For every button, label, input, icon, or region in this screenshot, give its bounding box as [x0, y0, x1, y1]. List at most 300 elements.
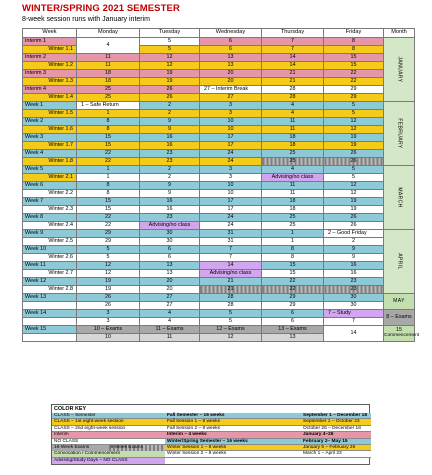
day-cell: 19: [140, 78, 200, 86]
day-cell: Advising/no class: [140, 222, 200, 230]
week-label: Winter 1.2: [23, 62, 77, 70]
commencement-cell: [384, 326, 420, 342]
key-item: Winter Session 2 – 8 weeks: [165, 451, 301, 457]
day-cell: 22: [324, 70, 384, 78]
day-cell: 5: [200, 310, 262, 318]
day-cell: 20: [200, 78, 262, 86]
day-cell: 7: [324, 318, 384, 326]
key-item: February 2– May 15: [301, 439, 371, 445]
header-row: [23, 29, 415, 38]
day-cell: 25: [262, 214, 324, 222]
day-cell: 22: [262, 286, 324, 294]
day-cell: 26: [324, 158, 384, 166]
day-cell: 6: [262, 318, 324, 326]
day-cell: 22: [77, 150, 140, 158]
key-item: Interim – 4 weeks: [165, 432, 301, 438]
day-cell: 12: [200, 334, 262, 342]
week-label: Interim 1: [23, 38, 77, 46]
day-cell: 23: [140, 158, 200, 166]
may-exams-cell: 8 – Exams: [384, 310, 415, 326]
table-row: [23, 198, 415, 206]
day-cell: 26: [77, 302, 140, 310]
day-cell: 30: [140, 238, 200, 246]
color-key: [51, 404, 370, 465]
day-cell: 14: [200, 262, 262, 270]
day-cell: 24: [200, 214, 262, 222]
week-label: Week 6: [23, 182, 77, 190]
day-cell: 16: [140, 134, 200, 142]
day-cell: 21: [262, 70, 324, 78]
day-cell: 29: [324, 94, 384, 102]
day-cell: 12: [324, 126, 384, 134]
day-cell: 8: [77, 118, 140, 126]
day-cell: 29: [262, 294, 324, 302]
week-label: Week 13: [23, 294, 77, 302]
day-cell: 26: [324, 222, 384, 230]
day-cell: 20: [200, 70, 262, 78]
day-cell: 10: [200, 182, 262, 190]
month-label: JANUARY: [384, 38, 415, 102]
day-cell: 17: [200, 134, 262, 142]
day-cell: 10: [200, 126, 262, 134]
week-label: [23, 318, 77, 326]
day-cell: 10: [200, 190, 262, 198]
day-cell: 15: [77, 142, 140, 150]
key-item: 16-Week Exams: [52, 445, 109, 451]
key-item: Winter/Spring Semester – 16 weeks: [165, 439, 301, 445]
key-item: September 1 – December 18: [301, 413, 371, 419]
day-cell: 20: [140, 278, 200, 286]
day-cell: 11: [262, 118, 324, 126]
table-row: [23, 302, 415, 310]
day-cell: 11: [140, 334, 200, 342]
day-cell: 13: [140, 262, 200, 270]
day-cell: 5: [140, 46, 200, 54]
day-cell: 27: [200, 94, 262, 102]
day-cell: 5: [200, 318, 262, 326]
day-cell: 3: [200, 174, 262, 182]
day-cell: 28: [262, 86, 324, 94]
day-cell: 9: [140, 118, 200, 126]
calendar-table: [22, 28, 420, 342]
week-label: Winter 2.5: [23, 238, 77, 246]
table-row: [23, 246, 415, 254]
week-label: Winter 1.6: [23, 126, 77, 134]
week-label: Winter 2.3: [23, 206, 77, 214]
day-cell: 1: [77, 166, 140, 174]
day-cell: 22: [77, 158, 140, 166]
table-row: [23, 230, 415, 238]
week-label: Interim 3: [23, 70, 77, 78]
day-cell: 13: [140, 270, 200, 278]
day-cell: 3: [77, 310, 140, 318]
month-label: MARCH: [384, 166, 415, 230]
day-cell: 25: [262, 150, 324, 158]
day-cell: 9: [140, 190, 200, 198]
day-cell: 15: [324, 54, 384, 62]
day-cell: 19: [324, 198, 384, 206]
table-row: [23, 318, 415, 326]
col-wednesday: Wednesday: [200, 29, 262, 38]
day-cell: 7: [200, 246, 262, 254]
day-cell: 7: [262, 38, 324, 46]
day-cell: 16: [140, 198, 200, 206]
week-label: Week 12: [23, 278, 77, 286]
day-cell: 19: [324, 206, 384, 214]
table-row: [23, 142, 415, 150]
month-label: APRIL: [384, 230, 415, 294]
day-cell: 30: [140, 230, 200, 238]
week-label: Winter 1.8: [23, 158, 77, 166]
day-cell: 1: [77, 174, 140, 182]
day-cell: 5: [324, 102, 384, 110]
day-cell: 1: [77, 110, 140, 118]
key-item: Advising/Study Days – NO CLASS: [52, 458, 165, 464]
day-cell: 20: [140, 286, 200, 294]
day-cell: 3: [200, 166, 262, 174]
week-label: [23, 302, 77, 310]
day-cell: 19: [77, 278, 140, 286]
day-cell: 4: [77, 38, 140, 54]
col-thursday: Thursday: [262, 29, 324, 38]
key-item: October 26 – December 18: [301, 426, 371, 432]
week-label: Interim 2: [23, 54, 77, 62]
col-monday: Monday: [77, 29, 140, 38]
day-cell: 19: [140, 70, 200, 78]
month-label: FEBRUARY: [384, 102, 415, 166]
day-cell: 31: [200, 230, 262, 238]
day-cell: 30: [324, 302, 384, 310]
day-cell: 7 – Study: [324, 310, 384, 318]
table-row: [23, 150, 415, 158]
week-label: Week 1: [23, 102, 77, 110]
col-week: Week: [23, 29, 77, 38]
day-cell: 10 – Exams: [77, 326, 140, 334]
commencement-day: 15: [396, 327, 402, 334]
table-row: [23, 190, 415, 198]
day-cell: 4: [140, 318, 200, 326]
day-cell: 1 – Safe Return: [77, 102, 140, 110]
day-cell: 21: [200, 278, 262, 286]
day-cell: 18: [77, 70, 140, 78]
day-cell: 30: [324, 294, 384, 302]
day-cell: 2 – Good Friday: [324, 230, 384, 238]
table-row: [23, 86, 415, 94]
day-cell: 19: [324, 134, 384, 142]
day-cell: 9: [324, 246, 384, 254]
day-cell: 14: [262, 54, 324, 62]
day-cell: 8: [262, 254, 324, 262]
day-cell: 28: [200, 294, 262, 302]
day-cell: 11: [77, 62, 140, 70]
key-blank: [165, 458, 301, 464]
day-cell: 3: [200, 102, 262, 110]
day-cell: 5: [324, 166, 384, 174]
day-cell: 6: [262, 310, 324, 318]
table-row: [23, 118, 415, 126]
day-cell: 8: [77, 190, 140, 198]
day-cell: 2: [324, 238, 384, 246]
table-row: [23, 262, 415, 270]
table-row: [23, 286, 415, 294]
day-cell: 28: [262, 94, 324, 102]
day-cell: 12: [140, 62, 200, 70]
table-row: [23, 222, 415, 230]
col-friday: Friday: [324, 29, 384, 38]
day-cell: 29: [77, 238, 140, 246]
day-cell: 4: [140, 310, 200, 318]
week-label: Week 2: [23, 118, 77, 126]
week-label: Winter 2.2: [23, 190, 77, 198]
table-row: [23, 182, 415, 190]
day-cell: 26: [77, 294, 140, 302]
day-cell: 13: [200, 62, 262, 70]
key-item: CLASS – Semester: [52, 413, 165, 419]
day-cell: 11: [262, 190, 324, 198]
table-row: [23, 278, 415, 286]
day-cell: 10: [77, 334, 140, 342]
week-label: Winter 1.5: [23, 110, 77, 118]
table-row: [23, 94, 415, 102]
day-cell: 24: [200, 150, 262, 158]
day-cell: 28: [200, 302, 262, 310]
day-cell: 8: [262, 246, 324, 254]
week-label: Winter 1.7: [23, 142, 77, 150]
day-cell: 16: [324, 262, 384, 270]
day-cell: 22: [77, 222, 140, 230]
day-cell: 18: [262, 134, 324, 142]
week-label: Winter 1.1: [23, 46, 77, 54]
day-cell: 11: [77, 54, 140, 62]
week-label: Week 4: [23, 150, 77, 158]
day-cell: 9: [140, 126, 200, 134]
day-cell: 6: [200, 38, 262, 46]
day-cell: 14: [262, 62, 324, 70]
week-label: Week 10: [23, 246, 77, 254]
week-label: Winter 1.4: [23, 94, 77, 102]
day-cell: 6: [140, 254, 200, 262]
day-cell: 2: [140, 166, 200, 174]
table-row: [23, 166, 415, 174]
day-cell: 3: [77, 318, 140, 326]
day-cell: 23: [324, 278, 384, 286]
table-row: [23, 174, 415, 182]
day-cell: 16: [140, 142, 200, 150]
day-cell: 12: [324, 182, 384, 190]
day-cell: 16: [140, 206, 200, 214]
week-label: Week 3: [23, 134, 77, 142]
key-blank: [301, 458, 371, 464]
day-cell: 15: [77, 198, 140, 206]
table-row: [23, 62, 415, 70]
day-cell: 22: [262, 278, 324, 286]
table-row: [23, 158, 415, 166]
day-cell: 26: [140, 86, 200, 94]
key-item: March 1 – April 23: [301, 451, 371, 457]
day-cell: 21: [262, 78, 324, 86]
day-cell: Advising/no class: [262, 174, 324, 182]
day-cell: 4: [262, 166, 324, 174]
table-row: [23, 102, 415, 110]
day-cell: 25: [77, 86, 140, 94]
day-cell: 5: [77, 254, 140, 262]
col-month: Month: [384, 29, 415, 38]
day-cell: 5: [324, 110, 384, 118]
week-label: Winter 2.4: [23, 222, 77, 230]
day-cell: 26: [324, 214, 384, 222]
week-label: Winter 1.3: [23, 78, 77, 86]
table-row: [23, 238, 415, 246]
day-cell: 5: [324, 174, 384, 182]
day-cell: 18: [262, 198, 324, 206]
table-row: [23, 134, 415, 142]
table-row: [23, 78, 415, 86]
day-cell: 26: [140, 94, 200, 102]
week-label: Week 11: [23, 262, 77, 270]
day-cell: 12: [324, 118, 384, 126]
day-cell: 29: [77, 230, 140, 238]
key-item: Winter Session 1 – 8 weeks: [165, 445, 301, 451]
week-label: Interim 4: [23, 86, 77, 94]
month-label: MAY: [384, 294, 415, 310]
week-label: [23, 334, 77, 342]
day-cell: 13: [200, 54, 262, 62]
table-row: [23, 206, 415, 214]
day-cell: 12: [77, 262, 140, 270]
day-cell: 15: [77, 134, 140, 142]
table-row: [23, 54, 415, 62]
day-cell: 1: [262, 238, 324, 246]
day-cell: 2: [140, 102, 200, 110]
key-item: January 5 – February 26: [301, 445, 371, 451]
day-cell: 16: [324, 270, 384, 278]
day-cell: 9: [140, 182, 200, 190]
day-cell: 8: [324, 38, 384, 46]
week-label: Winter 2.7: [23, 270, 77, 278]
day-cell: 25: [262, 222, 324, 230]
day-cell: 4: [262, 102, 324, 110]
day-cell: 24: [200, 222, 262, 230]
day-cell: 14: [324, 326, 384, 342]
day-cell: 24: [200, 158, 262, 166]
week-label: Week 7: [23, 198, 77, 206]
table-row: [23, 38, 415, 46]
day-cell: 23: [324, 286, 384, 294]
key-item: CLASS – 2nd eight-week session: [52, 426, 165, 432]
day-cell: 23: [140, 214, 200, 222]
day-cell: 27: [140, 302, 200, 310]
week-label: Week 9: [23, 230, 77, 238]
day-cell: 11 – Exams: [140, 326, 200, 334]
day-cell: 13: [262, 334, 324, 342]
key-item: 8-Week Exams: [109, 445, 166, 451]
day-cell: 29: [262, 302, 324, 310]
key-item: January 4–26: [301, 432, 371, 438]
day-cell: 12: [77, 270, 140, 278]
day-cell: 12 – Exams: [200, 326, 262, 334]
day-cell: 23: [140, 150, 200, 158]
week-label: Winter 2.1: [23, 174, 77, 182]
day-cell: 18: [262, 142, 324, 150]
day-cell: 17: [200, 206, 262, 214]
day-cell: 25: [77, 94, 140, 102]
table-row: [23, 214, 415, 222]
day-cell: 1: [262, 230, 324, 238]
day-cell: 22: [77, 214, 140, 222]
day-cell: 21: [200, 286, 262, 294]
color-key-grid: [52, 413, 369, 464]
key-item: September 1 – October 23: [301, 419, 371, 425]
day-cell: 18: [262, 206, 324, 214]
table-row: [23, 310, 415, 318]
day-cell: 27: [140, 294, 200, 302]
day-cell: 6: [200, 46, 262, 54]
table-row: [23, 126, 415, 134]
day-cell: 19: [77, 286, 140, 294]
table-row: [23, 110, 415, 118]
key-item: CLASS – 1st eight-week session: [52, 419, 165, 425]
day-cell: 18: [77, 78, 140, 86]
key-item: Interim: [52, 432, 165, 438]
day-cell: 13 – Exams: [262, 326, 324, 334]
day-cell: 7: [262, 46, 324, 54]
day-cell: 12: [324, 190, 384, 198]
day-cell: 17: [200, 198, 262, 206]
day-cell: 15: [324, 62, 384, 70]
day-cell: 29: [324, 86, 384, 94]
day-cell: 11: [262, 126, 324, 134]
day-cell: Advising/no class: [200, 270, 262, 278]
day-cell: 10: [200, 118, 262, 126]
color-key-title: COLOR KEY: [54, 406, 87, 412]
day-cell: 25: [262, 158, 324, 166]
key-item: NO CLASS: [52, 439, 165, 445]
day-cell: 15: [77, 206, 140, 214]
day-cell: 2: [140, 110, 200, 118]
day-cell: 26: [324, 150, 384, 158]
week-label: Week 8: [23, 214, 77, 222]
day-cell: 8: [324, 46, 384, 54]
day-cell: 22: [324, 78, 384, 86]
commencement-label: Commencement: [384, 332, 420, 338]
day-cell: 2: [140, 174, 200, 182]
day-cell: 15: [262, 270, 324, 278]
page-subtitle: 8-week session runs with January interim: [22, 16, 150, 23]
day-cell: 3: [200, 110, 262, 118]
day-cell: 6: [140, 246, 200, 254]
week-label: Winter 2.8: [23, 286, 77, 294]
day-cell: 9: [324, 254, 384, 262]
key-item: Convocation / Commencement: [52, 451, 165, 457]
day-cell: 15: [262, 262, 324, 270]
day-cell: 8: [77, 126, 140, 134]
table-row: [23, 326, 415, 334]
day-cell: 12: [140, 54, 200, 62]
day-cell: 5: [77, 246, 140, 254]
day-cell: 17: [200, 142, 262, 150]
page-title: WINTER/SPRING 2021 SEMESTER: [22, 3, 180, 14]
table-row: [23, 270, 415, 278]
key-item: Fall Session 1 – 8 weeks: [165, 419, 301, 425]
key-item: Fall Semester – 16 weeks: [165, 413, 301, 419]
key-item: Fall Session 2 – 8 weeks: [165, 426, 301, 432]
week-label: Week 5: [23, 166, 77, 174]
day-cell: 4: [262, 110, 324, 118]
day-cell: 7: [200, 254, 262, 262]
week-label: Winter 2.6: [23, 254, 77, 262]
table-row: [23, 254, 415, 262]
col-tuesday: Tuesday: [140, 29, 200, 38]
